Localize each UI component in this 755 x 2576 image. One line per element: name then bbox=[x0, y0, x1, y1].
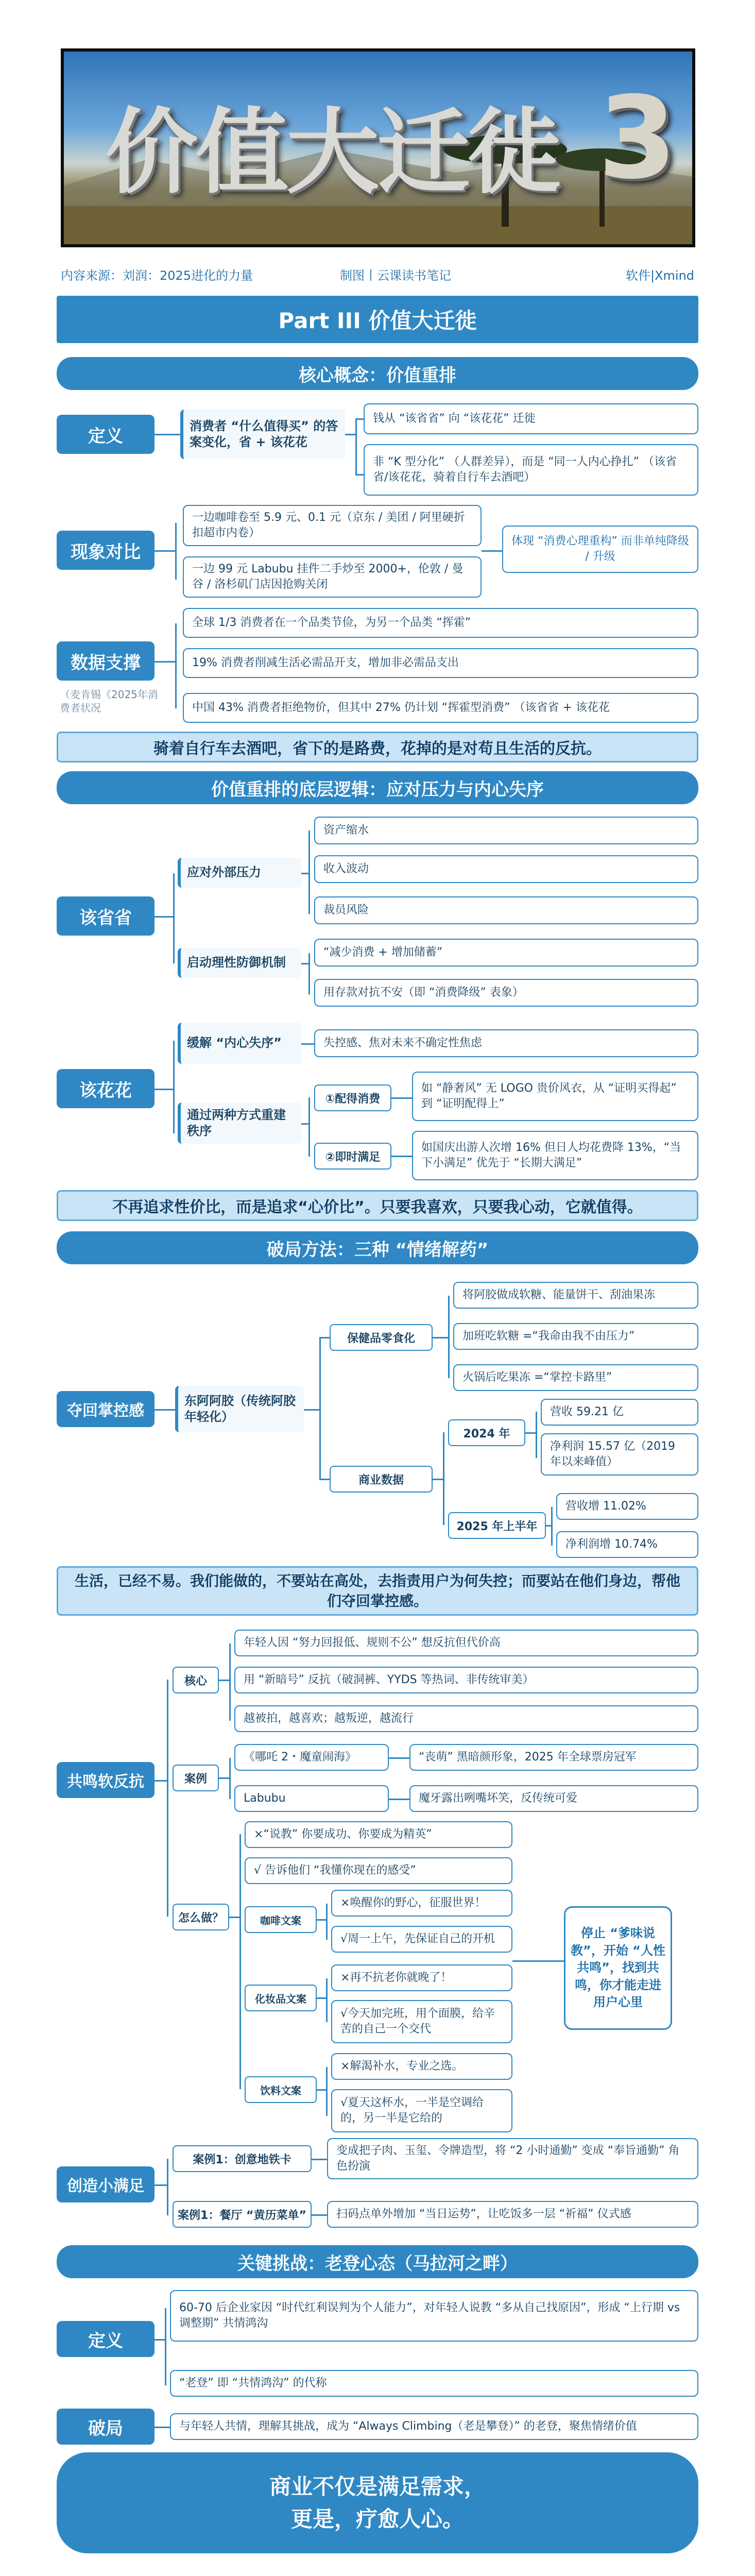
source-text: 内容来源：刘润：2025进化的力量 bbox=[61, 268, 253, 283]
reclaim-group-snack: 保健品零食化 bbox=[330, 1324, 433, 1351]
case-metro-card: 案例1：创意地铁卡 bbox=[173, 2145, 312, 2172]
tool-text: 软件|Xmind bbox=[626, 268, 695, 283]
cat-old-definition: 定义 bbox=[57, 2321, 155, 2357]
save-pressure-item: 收入波动 bbox=[314, 855, 698, 883]
data-revenue-2024: 营收 59.21 亿 bbox=[541, 1399, 698, 1426]
old-definition-item: “老登” 即 “共情鸿沟” 的代称 bbox=[170, 2370, 698, 2397]
how-wrong: ×“说教” 你要成功、你要成为精英” bbox=[245, 1821, 512, 1848]
part-title: Part III 价值大迁徙 bbox=[57, 296, 698, 343]
reclaim-group-business: 商业数据 bbox=[330, 1466, 433, 1493]
cosmetics-wrong: ×再不抗老你就晚了！ bbox=[331, 1964, 512, 1991]
cat-soft-resistance: 共鸣软反抗 bbox=[57, 1762, 155, 1798]
cat-definition: 定义 bbox=[57, 415, 155, 454]
save-group-pressure: 应对外部压力 bbox=[178, 858, 301, 888]
maker-text: 制图丨云课读书笔记 bbox=[340, 268, 451, 283]
data-item: 19% 消费者削减生活必需品开支，增加非必需品支出 bbox=[183, 648, 698, 678]
data-revenue-2025: 营收增 11.02% bbox=[556, 1493, 698, 1520]
definition-mid: 消费者 “什么值得买” 的答案变化，省 + 该花花 bbox=[180, 410, 345, 459]
year-2024: 2024 年 bbox=[448, 1419, 525, 1446]
method-instant-desc: 如国庆出游人次增 16% 但日人均花费降 13%，“当下小满足” 优先于 “长期大满足” bbox=[412, 1131, 698, 1180]
closing-line-1: 商业不仅是满足需求， bbox=[269, 2474, 486, 2499]
case-labubu: Labubu bbox=[234, 1785, 389, 1812]
definition-item: 非 “K 型分化” （人群差异），而是 “同一人内心挣扎” （该省省/该花花，骑着自行车去酒吧） bbox=[364, 444, 698, 496]
definition-item: 钱从 “该省省” 向 “该花花” 迁徙 bbox=[364, 403, 698, 434]
case-nezha-desc: “丧萌” 黑暗颜形象，2025 年全球票房冠军 bbox=[409, 1744, 698, 1771]
snack-item: 火锅后吃果冻 =“掌控卡路里” bbox=[453, 1364, 698, 1391]
drink-wrong: ×解渴补水，专业之选。 bbox=[331, 2053, 512, 2080]
data-item: 中国 43% 消费者拒绝物价，但其中 27% 仍计划 “挥霍型消费” （该省省 + 该花花 bbox=[183, 693, 698, 723]
resist-how: 怎么做？ bbox=[173, 1904, 229, 1930]
hero-number: 3 bbox=[597, 72, 677, 204]
case-nezha: 《哪吒 2・魔童闹海》 bbox=[234, 1744, 389, 1771]
breakthrough-item: 与年轻人共情，理解其挑战，成为 “Always Climbing（老是攀登）” 的老登，聚焦情绪价值 bbox=[170, 2413, 698, 2440]
cat-spend: 该花花 bbox=[57, 1069, 155, 1108]
case-labubu-desc: 魔牙露出咧嘴坏笑，反传统可爱 bbox=[409, 1785, 698, 1812]
cat-small-satisfaction: 创造小满足 bbox=[57, 2166, 155, 2202]
comparison-side: 体现 “消费心理重构” 而非单纯降级 / 升级 bbox=[502, 526, 698, 573]
data-profit-2024: 净利润 15.57 亿（2019 年以来峰值） bbox=[541, 1433, 698, 1476]
data-profit-2025: 净利润增 10.74% bbox=[556, 1531, 698, 1558]
cosmetics-right: √今天加完班，用个面膜，给辛苦的自己一个交代 bbox=[331, 2000, 512, 2043]
old-definition-item: 60-70 后企业家因 “时代红利误判为个人能力”，对年轻人说教 “多从自己找原因”，形成 “上行期 vs 调整期” 共情鸿沟 bbox=[170, 2290, 698, 2342]
drink-right: √夏天这杯水，一半是空调给的，另一半是它给的 bbox=[331, 2089, 512, 2132]
case-menu-desc: 扫码点单外增加 “当日运势”，让吃饭多一层 “祈福” 仪式感 bbox=[327, 2201, 698, 2228]
spend-group-rebuild: 通过两种方式重建秩序 bbox=[178, 1103, 301, 1144]
coffee-right: √周一上午，先保证自己的开机 bbox=[331, 1926, 512, 1953]
closing-line-2: 更是，疗愈人心。 bbox=[290, 2506, 464, 2532]
core-item: 用 “新暗号” 反抗（破洞裤、YYDS 等热词、非传统审美） bbox=[234, 1667, 698, 1693]
spend-disorder-item: 失控感、焦对未来不确定性焦虑 bbox=[314, 1029, 698, 1057]
section-challenge-title: 关键挑战：老登心态（马拉河之畔） bbox=[57, 2245, 698, 2278]
method-instant: ②即时满足 bbox=[314, 1143, 391, 1170]
cat-comparison: 现象对比 bbox=[57, 531, 155, 570]
comparison-item: 一边咖啡卷至 5.9 元、0.1 元（京东 / 美团 / 阿里硬折扣超市内卷） bbox=[183, 505, 482, 546]
highlight-quote: 骑着自行车去酒吧，省下的是路费，花掉的是对苟且生活的反抗。 bbox=[57, 732, 698, 762]
how-right: √ 告诉他们 “我懂你现在的感受” bbox=[245, 1857, 512, 1884]
snack-item: 将阿胶做成软糖、能量饼干、刮油果冻 bbox=[453, 1282, 698, 1309]
resist-core: 核心 bbox=[173, 1667, 219, 1693]
section-core-concept-title: 核心概念：价值重排 bbox=[57, 357, 698, 390]
copy-drink: 饮料文案 bbox=[245, 2076, 317, 2103]
method-deserve: ①配得消费 bbox=[314, 1084, 391, 1111]
section-solutions-title: 破局方法：三种 “情绪解药” bbox=[57, 1231, 698, 1264]
copy-cosmetics: 化妆品文案 bbox=[245, 1985, 317, 2011]
resist-callout: 停止 “爹味说教”，开始 “人性共鸣”，找到共鸣，你才能走进用户心里 bbox=[564, 1906, 672, 2030]
core-item: 年轻人因 “努力回报低、规则不公” 想反抗但代价高 bbox=[234, 1630, 698, 1656]
year-2025-h1: 2025 年上半年 bbox=[448, 1512, 546, 1539]
highlight-quote: 生活，已经不易。我们能做的，不要站在高处，去指责用户为何失控；而要站在他们身边，帮他们夺回掌控感。 bbox=[57, 1566, 698, 1616]
save-pressure-item: 资产缩水 bbox=[314, 817, 698, 844]
save-pressure-item: 裁员风险 bbox=[314, 896, 698, 924]
resist-case: 案例 bbox=[173, 1765, 219, 1791]
spend-group-disorder: 缓解 “内心失序” bbox=[178, 1023, 301, 1064]
case-menu: 案例1：餐厅 “黄历菜单” bbox=[173, 2201, 312, 2228]
method-deserve-desc: 如 “静奢风” 无 LOGO 贵价风衣，从 “证明买得起” 到 “证明配得上” bbox=[412, 1072, 698, 1121]
save-group-defense: 启动理性防御机制 bbox=[178, 948, 301, 978]
case-metro-desc: 变成把子肉、玉玺、令牌造型，将 “2 小时通勤” 变成 “奉旨通勤” 角色扮演 bbox=[327, 2138, 698, 2179]
snack-item: 加班吃软糖 =“我命由我不由压力” bbox=[453, 1323, 698, 1350]
section-logic-title: 价值重排的底层逻辑：应对压力与内心失序 bbox=[57, 771, 698, 804]
cat-breakthrough: 破局 bbox=[57, 2409, 155, 2445]
data-item: 全球 1/3 消费者在一个品类节俭，为另一个品类 “挥霍” bbox=[183, 608, 698, 638]
save-defense-item: 用存款对抗不安（即 “消费降级” 表象） bbox=[314, 979, 698, 1007]
hero-banner bbox=[61, 48, 695, 247]
coffee-wrong: ×唤醒你的野心，征服世界！ bbox=[331, 1890, 512, 1917]
save-defense-item: “减少消费 + 增加储蓄” bbox=[314, 939, 698, 967]
closing-statement bbox=[57, 2452, 698, 2553]
comparison-item: 一边 99 元 Labubu 挂件二手炒至 2000+，伦敦 / 曼谷 / 洛杉矶门店因抢购关闭 bbox=[183, 556, 482, 598]
core-item: 越被拍，越喜欢；越叛逆，越流行 bbox=[234, 1705, 698, 1732]
cat-save: 该省省 bbox=[57, 896, 155, 936]
cat-reclaim-control: 夺回掌控感 bbox=[57, 1391, 155, 1427]
reclaim-mid-brand: 东阿阿胶（传统阿胶年轻化） bbox=[175, 1386, 304, 1432]
copy-coffee: 咖啡文案 bbox=[245, 1906, 317, 1933]
highlight-quote: 不再追求性价比，而是追求“心价比”。只要我喜欢，只要我心动，它就值得。 bbox=[57, 1190, 698, 1221]
hero-title: 价值大迁徙 bbox=[105, 99, 559, 207]
data-source-note: （麦肯锡《2025年消费者状况 bbox=[60, 688, 158, 714]
cat-data: 数据支撑 bbox=[57, 641, 155, 681]
